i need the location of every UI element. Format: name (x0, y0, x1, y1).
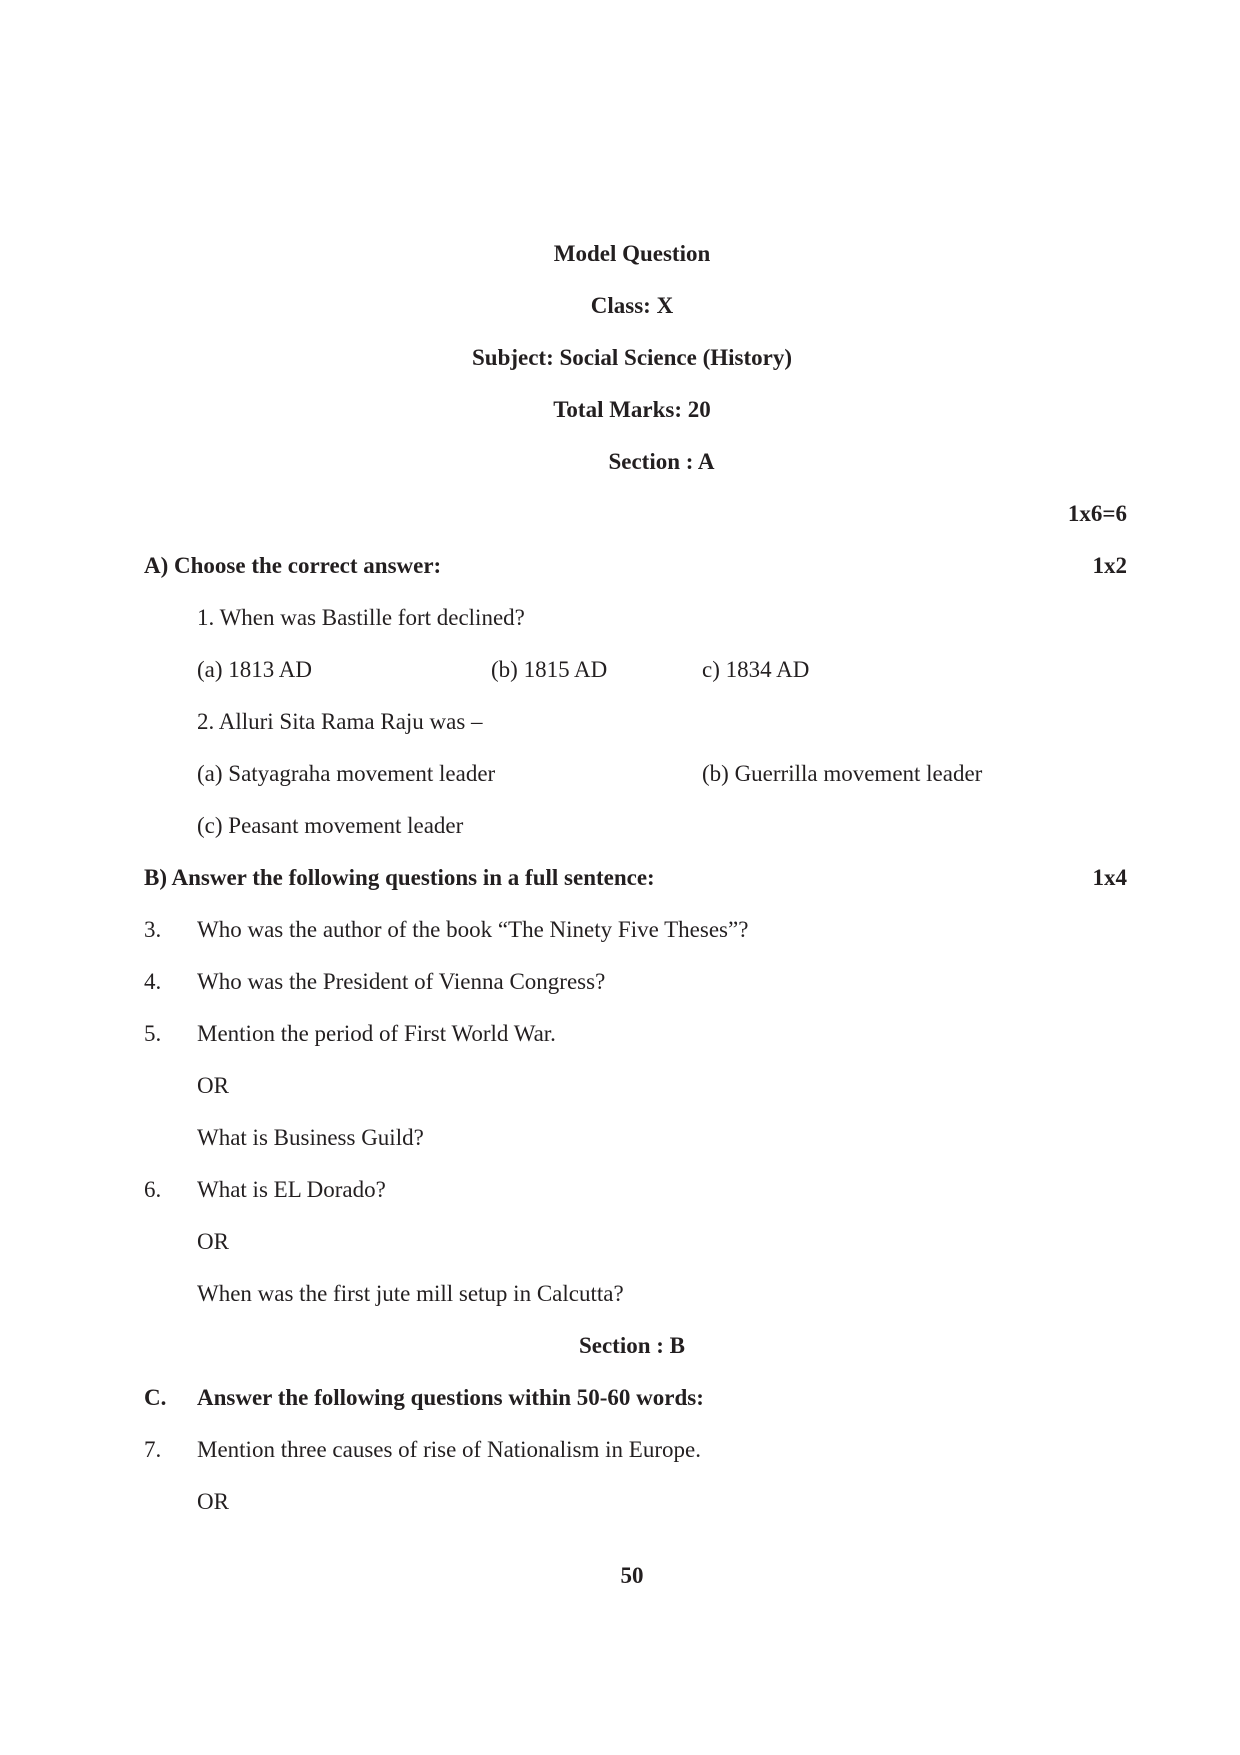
or-separator: OR (197, 1229, 229, 1254)
question-6: What is EL Dorado? (197, 1177, 386, 1202)
q2-option-c: (c) Peasant movement leader (197, 813, 464, 838)
total-marks: Total Marks: 20 (553, 397, 711, 422)
part-c-heading: Answer the following questions within 50-60 words: (197, 1385, 704, 1410)
question-7: Mention three causes of rise of Nationalism in Europe. (197, 1437, 701, 1462)
question-number: 4. (144, 969, 162, 994)
class-label: Class: X (590, 293, 674, 318)
or-separator: OR (197, 1489, 229, 1514)
part-b-marks: 1x4 (1092, 865, 1127, 890)
question-number: 5. (144, 1021, 162, 1046)
section-a-title: Section : A (608, 449, 715, 474)
question-number: 3. (144, 917, 162, 942)
question-2: 2. Alluri Sita Rama Raju was – (197, 709, 483, 734)
page-number: 50 (620, 1563, 644, 1588)
question-5-alternative: What is Business Guild? (197, 1125, 424, 1150)
question-4: Who was the President of Vienna Congress? (197, 969, 606, 994)
part-a-marks: 1x2 (1092, 553, 1127, 578)
section-b-title: Section : B (578, 1333, 686, 1358)
question-number: 6. (144, 1177, 162, 1202)
question-5: Mention the period of First World War. (197, 1021, 556, 1046)
question-3: Who was the author of the book “The Ninety Five Theses”? (197, 917, 749, 942)
q2-option-a: (a) Satyagraha movement leader (197, 761, 496, 786)
q1-option-a: (a) 1813 AD (197, 657, 312, 682)
part-a-heading: A) Choose the correct answer: (144, 553, 442, 578)
question-6-alternative: When was the first jute mill setup in Calcutta? (197, 1281, 624, 1306)
section-a-marks: 1x6=6 (1067, 501, 1127, 526)
subject-label: Subject: Social Science (History) (471, 345, 793, 370)
part-c-label: C. (144, 1385, 167, 1410)
or-separator: OR (197, 1073, 229, 1098)
q1-option-c: c) 1834 AD (702, 657, 810, 682)
question-1: 1. When was Bastille fort declined? (197, 605, 525, 630)
part-b-heading: B) Answer the following questions in a full sentence: (144, 865, 655, 890)
page-title: Model Question (553, 241, 711, 266)
question-number: 7. (144, 1437, 162, 1462)
q2-option-b: (b) Guerrilla movement leader (702, 761, 983, 786)
q1-option-b: (b) 1815 AD (491, 657, 608, 682)
